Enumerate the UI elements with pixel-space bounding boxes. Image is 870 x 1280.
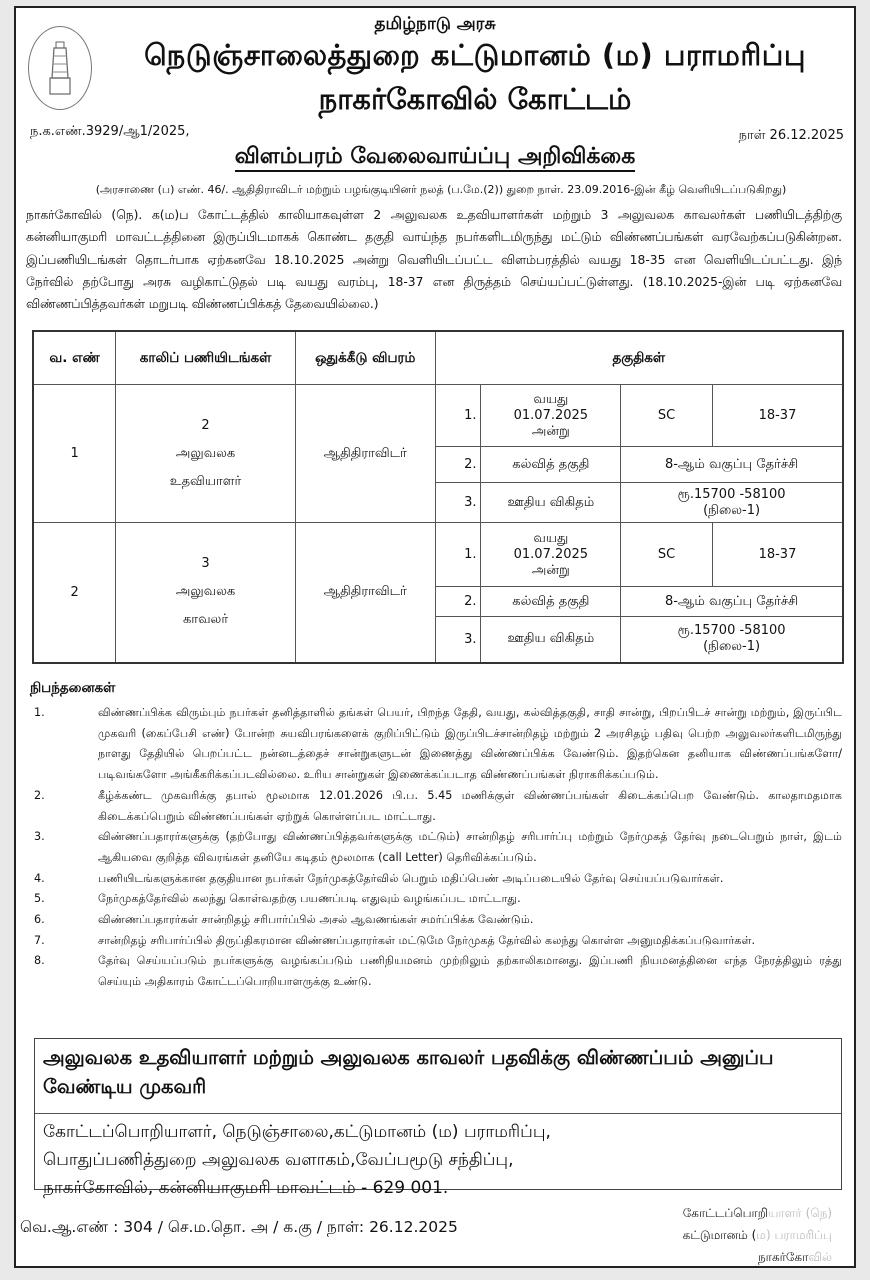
age-label-cell [481, 385, 621, 447]
pay-label: ஊதிய விகிதம் [481, 617, 621, 663]
qual-num: 2. [435, 447, 481, 483]
condition-text: நேர்முகத்தேர்வில் கலந்து கொள்வதற்கு பயணப்படி எதுவும் வழங்கப்பட மாட்டாது. [98, 892, 521, 906]
signature-text: கோட்டப்பொறி [682, 1206, 769, 1220]
condition-item [30, 786, 842, 827]
notice-date: நாள் 26.12.2025 [738, 128, 844, 143]
signature-block [592, 1202, 832, 1268]
condition-text: சான்றிதழ் சரிபார்ப்பில் திருப்திகரமான விண்ணப்பதாரர்கள் மட்டுமே நேர்முகத் தேர்வில் கலந்து கொள்ள அனுமதிக்கப்படுவார்கள். [98, 933, 756, 947]
qual-num: 3. [435, 483, 481, 523]
age-label: வயது [533, 530, 569, 546]
post-name-line2: காவலர் [182, 612, 229, 628]
pay-scale: ரூ.15700 -58100 [677, 623, 786, 639]
pay-scale: ரூ.15700 -58100 [677, 486, 786, 502]
age-range-cell: 18-37 [712, 385, 843, 447]
condition-item [30, 889, 842, 910]
education-label: கல்வித் தகுதி [481, 587, 621, 617]
education-value: 8-ஆம் வகுப்பு தேர்ச்சி [621, 587, 843, 617]
address-line1: கோட்டப்பொறியாளர், நெடுஞ்சாலை,கட்டுமானம் (ம) பராமரிப்பு, [43, 1122, 551, 1142]
table-row [33, 385, 843, 447]
reference-number: ந.க.எண்.3929/ஆ1/2025, [30, 124, 190, 139]
post-name-line2: உதவியாளர் [169, 473, 242, 489]
signature-line3 [592, 1246, 832, 1268]
qual-num: 3. [435, 617, 481, 663]
age-range-cell: 18-37 [712, 523, 843, 587]
department-title: நெடுஞ்சாலைத்துறை கட்டுமானம் (ம) பராமரிப்பு [144, 38, 806, 72]
pay-level: (நிலை-1) [703, 639, 761, 655]
qual-num: 1. [435, 385, 481, 447]
condition-number: 2. [34, 788, 45, 802]
category-cell: SC [621, 523, 713, 587]
address-box [34, 1038, 842, 1198]
intro-paragraph: நாகர்கோவில் (நெ). க(ம)ப கோட்டத்தில் காலியாகவுள்ள 2 அலுவலக உதவியாளர்கள் மற்றும் 3 அலுவலக காவலர்கள் பணியிடத்திற்கு கன்னியாகுமரி மாவட்டத்தினை இருப்பிடமாகக் கொண்ட தகுதி வாய்ந்த நபர்களிடமிருந்து மட்டும் விண்ணப்பங்கள் வரவேற்கப்படுகின்றன. இப்பணியிடங்கள் தொடர்பாக ஏற்கனவே 18.10.2025 அன்று வெளியிடப்பட்ட விளம்பரத்தில் வயது 18-35 என வெளியிடப்பட்டது. இந் நேர்வில் தற்போது அரசு வழிகாட்டுதல் படி வயது வரம்பு, 18-37 என திருத்தம் செய்யப்பட்டுள்ளது. (18.10.2025-இன் படி ஏற்கனவே விண்ணப்பித்தவர்கள் மறுபடி விண்ணப்பிக்கத் தேவையில்லை.) [26, 208, 842, 312]
address-line2: பொதுப்பணித்துறை அலுவலக வளாகம்,வேப்பமூடு சந்திப்பு, [43, 1150, 514, 1170]
qual-num: 2. [435, 587, 481, 617]
condition-number: 1. [34, 706, 45, 719]
government-name: தமிழ்நாடு அரசு [374, 14, 496, 34]
signature-line1 [592, 1202, 832, 1224]
condition-number: 7. [34, 933, 45, 947]
header-reservation: ஒதுக்கீடு விபரம் [295, 331, 435, 385]
pay-value [621, 483, 843, 523]
post-count: 3 [201, 556, 210, 572]
condition-text: தேர்வு செய்யப்படும் நபர்களுக்கு வழங்கப்படும் பணிநியமனம் முற்றிலும் தற்காலிகமானது. இப்பணி நியமனத்தினை எந்த நேரத்திலும் ரத்து செய்யும் அதிகாரம் கோட்டப்பொறியாளருக்கு உண்டு. [98, 954, 842, 989]
vacancy-table [32, 330, 844, 664]
condition-item [30, 951, 842, 992]
age-as-on-suffix: அன்று [531, 562, 570, 578]
address-heading: அலுவலக உதவியாளர் மற்றும் அலுவலக காவலர் பதவிக்கு விண்ணப்பம் அனுப்ப வேண்டிய முகவரி [35, 1039, 841, 1114]
qual-num: 1. [435, 523, 481, 587]
condition-number: 5. [34, 892, 45, 906]
age-as-on-date: 01.07.2025 [513, 407, 589, 423]
condition-item [30, 931, 842, 952]
tamil-nadu-emblem-icon [28, 26, 92, 110]
division-title: நாகர்கோவில் கோட்டம் [318, 82, 632, 116]
sno-cell: 1 [33, 385, 116, 523]
table-row [33, 523, 843, 587]
education-label: கல்வித் தகுதி [481, 447, 621, 483]
notice-heading [16, 144, 854, 172]
post-name-line1: அலுவலக [175, 584, 236, 600]
address-body [35, 1114, 841, 1206]
header-posts: காலிப் பணியிடங்கள் [116, 331, 296, 385]
notice-page [14, 6, 856, 1268]
condition-item [30, 869, 842, 890]
condition-item [30, 827, 842, 868]
condition-text: விண்ணப்பிக்க விரும்பும் நபர்கள் தனித்தாளில் தங்கள் பெயர், பிறந்த தேதி, வயது, கல்வித்தகுதி, சாதி சான்று, பிறப்பிடச் சான்று மற்றும், இருப்பிட முகவரி (கைப்பேசி எண்) போன்ற சுயவிபரங்களைக் குறிப்பிட்டும் இருப்பிடச்சான்றிதழ் மற்றும் 2 அரசிதழ் பதிவு பெற்ற அலுவலர்களிடமிருந்து நாளது தேதியில் பெறப்பட்ட நன்னடத்தைச் சான்றுகளுடன் இணைத்து விண்ணப்பிக்க வேண்டும். இதற்கென தனியாக விண்ணப்பங்களோ/ படிவங்களோ அங்கீகரிக்கப்படவில்லை. உரிய சான்றுகள் இணைக்கப்படாத விண்ணப்பங்கள் நிராகரிக்கப்படும். [98, 706, 842, 782]
condition-item [30, 703, 842, 786]
header-sno: வ. எண் [33, 331, 116, 385]
conditions-title: நிபந்தனைகள் [30, 680, 116, 696]
condition-number: 8. [34, 954, 45, 968]
signature-text-faded: யாளர் (நெ) [768, 1206, 832, 1220]
signature-text: கட்டுமானம் ( [682, 1228, 757, 1242]
condition-text: கீழ்க்கண்ட முகவரிக்கு தபால் மூலமாக 12.01.2026 பி.ப. 5.45 மணிக்குள் விண்ணப்பங்கள் கிடைக்கப்பெற வேண்டும். காலதாமதமாக கிடைக்கப்பெறும் விண்ணப்பங்கள் ஏற்றுக் கொள்ளப்பட மாட்டாது. [98, 788, 842, 823]
post-cell [116, 385, 296, 523]
condition-number: 3. [34, 830, 45, 844]
header-qualifications: தகுதிகள் [435, 331, 843, 385]
address-line3: நாகர்கோவில், கன்னியாகுமரி மாவட்டம் - 629 001. [43, 1178, 449, 1198]
signature-text-faded: ம) பராமரிப்பு [756, 1228, 832, 1242]
signature-line2 [592, 1224, 832, 1246]
government-order-line: (அரசாணை (ப) எண். 46/. ஆதிதிராவிடர் மற்றும் பழங்குடியினர் நலத் (ப.மே.(2)) துறை நாள். 23.09.2016-இன் கீழ் வெளியிடப்படுகிறது) [95, 183, 787, 196]
age-label-cell [481, 523, 621, 587]
notice-heading-text: விளம்பரம் வேலைவாய்ப்பு அறிவிக்கை [235, 144, 636, 172]
post-name-line1: அலுவலக [175, 445, 236, 461]
education-value: 8-ஆம் வகுப்பு தேர்ச்சி [621, 447, 843, 483]
condition-text: விண்ணப்பதாரர்கள் சான்றிதழ் சரிபார்ப்பில் அசல் ஆவணங்கள் சமர்ப்பிக்க வேண்டும். [98, 913, 534, 927]
pay-level: (நிலை-1) [703, 502, 761, 518]
condition-item [30, 910, 842, 931]
reservation-cell: ஆதிதிராவிடர் [295, 385, 435, 523]
condition-number: 4. [34, 871, 45, 885]
category-cell: SC [621, 385, 713, 447]
release-number: வெ.ஆ.எண் : 304 / செ.ம.தொ. அ / க.கு / நாள்: 26.12.2025 [20, 1218, 458, 1236]
signature-text-faded: வில் [808, 1250, 832, 1264]
condition-text: பணியிடங்களுக்கான தகுதியான நபர்கள் நேர்முகத்தேர்வில் பெறும் மதிப்பெண் அடிப்படையில் தேர்வு செய்யப்படுவார்கள். [98, 871, 724, 885]
pay-value [621, 617, 843, 663]
signature-text: நாகர்கோ [757, 1250, 809, 1264]
age-label: வயது [533, 391, 569, 407]
condition-text: விண்ணப்பதாரர்களுக்கு (தற்போது விண்ணப்பித்தவர்களுக்கு மட்டும்) சான்றிதழ் சரிபார்ப்பு மற்றும் நேர்முகத் தேர்வு நடைபெறும் நாள், இடம் ஆகியவை குறித்த விவரங்கள் தனியே கடிதம் மூலமாக (call Letter) தெரிவிக்கப்படும். [98, 830, 842, 864]
reservation-cell: ஆதிதிராவிடர் [295, 523, 435, 663]
post-count: 2 [201, 417, 210, 433]
sno-cell: 2 [33, 523, 116, 663]
post-cell [116, 523, 296, 663]
condition-number: 6. [34, 913, 45, 927]
pay-label: ஊதிய விகிதம் [481, 483, 621, 523]
age-as-on-date: 01.07.2025 [513, 546, 589, 562]
table-header-row [33, 331, 843, 385]
conditions-list [30, 703, 842, 993]
age-as-on-suffix: அன்று [531, 423, 570, 439]
